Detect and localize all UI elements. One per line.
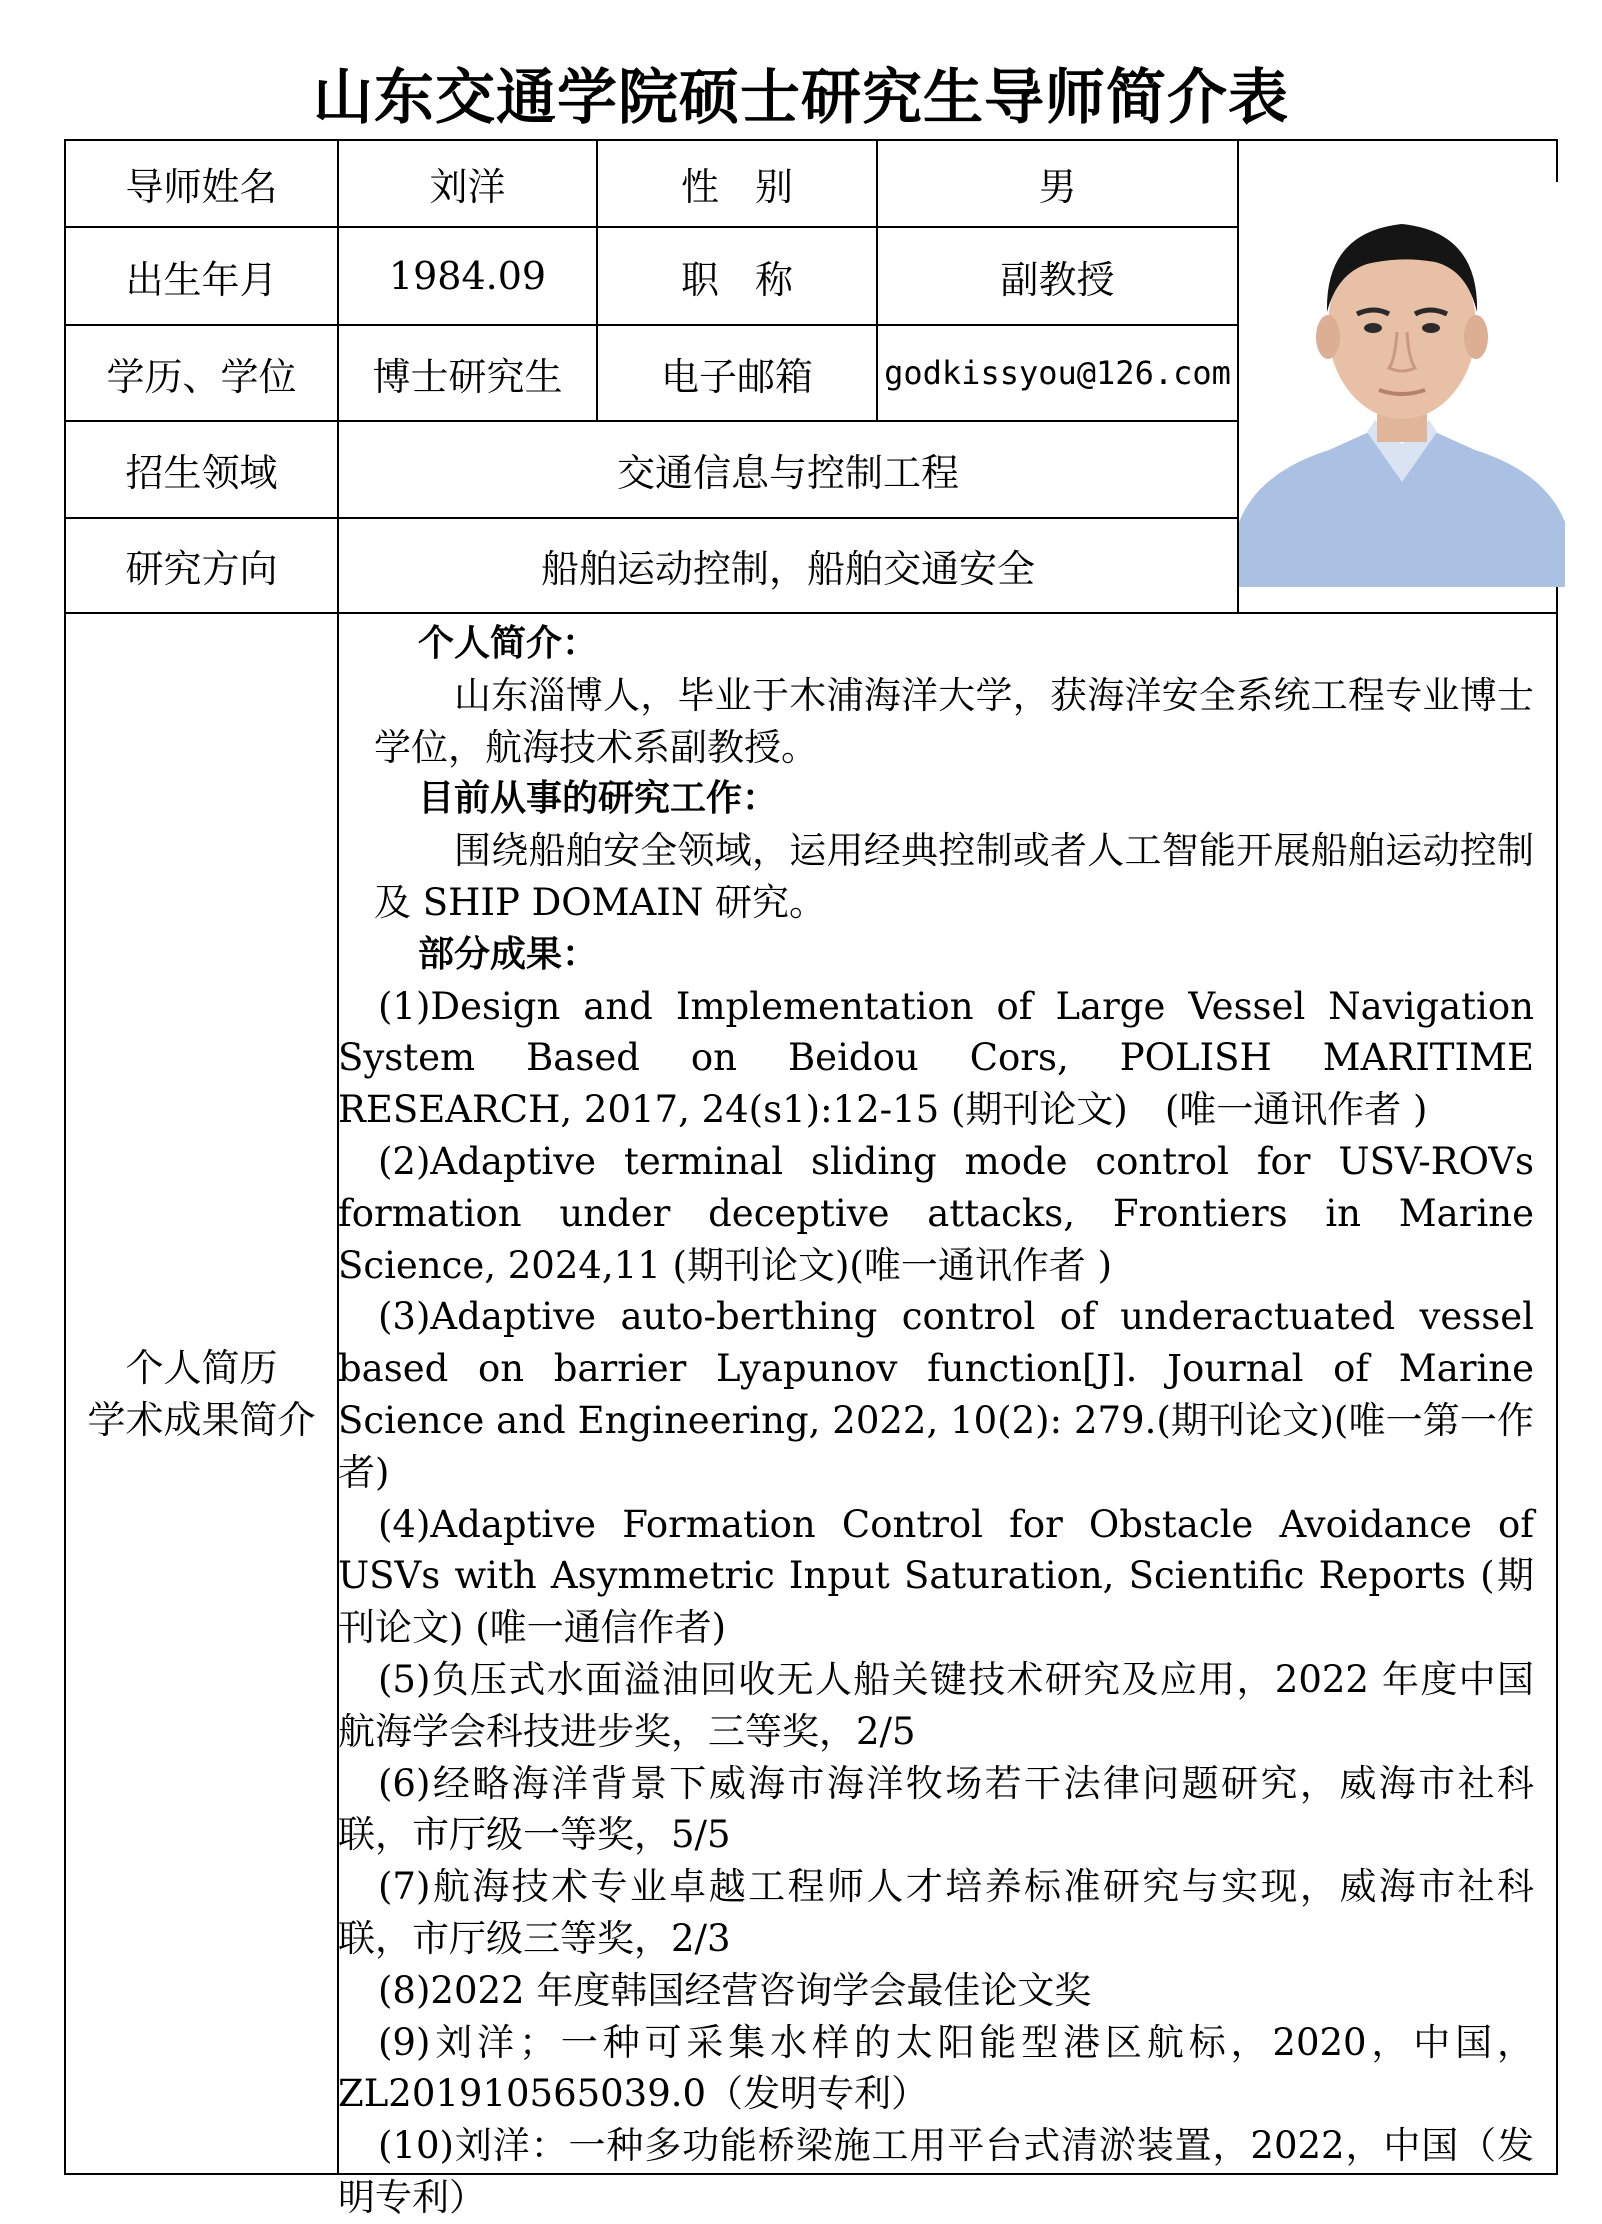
direction-value: 船舶运动控制，船舶交通安全 [540, 547, 1035, 591]
bio-label [66, 614, 337, 2173]
intro-text: 山东淄博人，毕业于木浦海洋大学，获海洋安全系统工程专业博士学位，航海技术系副教授。 [374, 673, 1534, 769]
gender-label: 性别 [680, 165, 829, 209]
achievement-item: (1)Design and Implementation of Large Vessel Navigation System Based on Beidou Cors, POLISH MARITIME RESEARCH, 2017, 24(s1):12-15 (期刊论文) (唯一通讯作者 ) [338, 984, 1534, 1132]
bio-content [338, 618, 1534, 2224]
field-label: 招生领域 [125, 451, 278, 495]
achievement-item: (3)Adaptive auto-berthing control of underactuated vessel based on barrier Lyapunov function[J]. Journal of Marine Science and Engineering, 2022, 10(2): 279.(期刊论文)(唯一第一作者) [338, 1295, 1534, 1494]
birth-label: 出生年月 [125, 257, 278, 302]
intro-heading: 个人简介： [418, 623, 599, 664]
gender-value: 男 [1038, 165, 1077, 209]
achievement-item: (5)负压式水面溢油回收无人船关键技术研究及应用，2022 年度中国航海学会科技进步奖，三等奖，2/5 [338, 1657, 1534, 1753]
email-label: 电子邮箱 [660, 354, 813, 399]
bio-label-line1: 个人简历 [125, 1345, 278, 1390]
work-heading: 目前从事的研究工作： [418, 778, 779, 820]
rank-value: 副教授 [1000, 257, 1115, 302]
achievement-item: (2)Adaptive terminal sliding mode control for USV-ROVs formation under deceptive attacks, Frontiers in Marine Science, 2024,11 (期刊论文)(唯一通讯作者 ) [338, 1139, 1534, 1287]
birth-value: 1984.09 [388, 254, 547, 298]
work-text: 围绕船舶安全领域，运用经典控制或者人工智能开展船舶运动控制及 SHIP DOMAIN 研究。 [374, 829, 1534, 924]
degree-value: 博士研究生 [372, 354, 563, 399]
name-value: 刘洋 [429, 165, 506, 209]
degree-label: 学历、学位 [106, 354, 297, 399]
direction-label: 研究方向 [125, 547, 278, 591]
achievement-item: (10)刘洋：一种多功能桥梁施工用平台式清淤装置，2022，中国（发明专利） [338, 2124, 1534, 2219]
portrait-photo [1239, 182, 1565, 587]
name-label: 导师姓名 [125, 165, 278, 209]
achievement-item: (8)2022 年度韩国经营咨询学会最佳论文奖 [378, 1968, 1092, 2012]
field-value: 交通信息与控制工程 [616, 451, 959, 495]
achievement-item: (6)经略海洋背景下威海市海洋牧场若干法律问题研究，威海市社科联，市厅级一等奖，5/5 [338, 1761, 1534, 1857]
achievement-item: (7)航海技术专业卓越工程师人才培养标准研究与实现，威海市社科联，市厅级三等奖，2/3 [338, 1865, 1534, 1960]
achievements-heading: 部分成果： [418, 933, 599, 975]
bio-label-line2: 学术成果简介 [87, 1397, 316, 1442]
achievement-item: (4)Adaptive Formation Control for Obstacle Avoidance of USVs with Asymmetric Input Saturation, Scientific Reports (期刊论文) (唯一通信作者) [338, 1502, 1534, 1650]
rank-label: 职称 [680, 257, 829, 302]
page-title: 山东交通学院硕士研究生导师简介表 [313, 63, 1289, 133]
achievement-item: (9)刘洋；一种可采集水样的太阳能型港区航标，2020，中国，ZL201910565039.0（发明专利） [338, 2020, 1534, 2116]
email-value: godkissyou@126.com [884, 354, 1231, 392]
